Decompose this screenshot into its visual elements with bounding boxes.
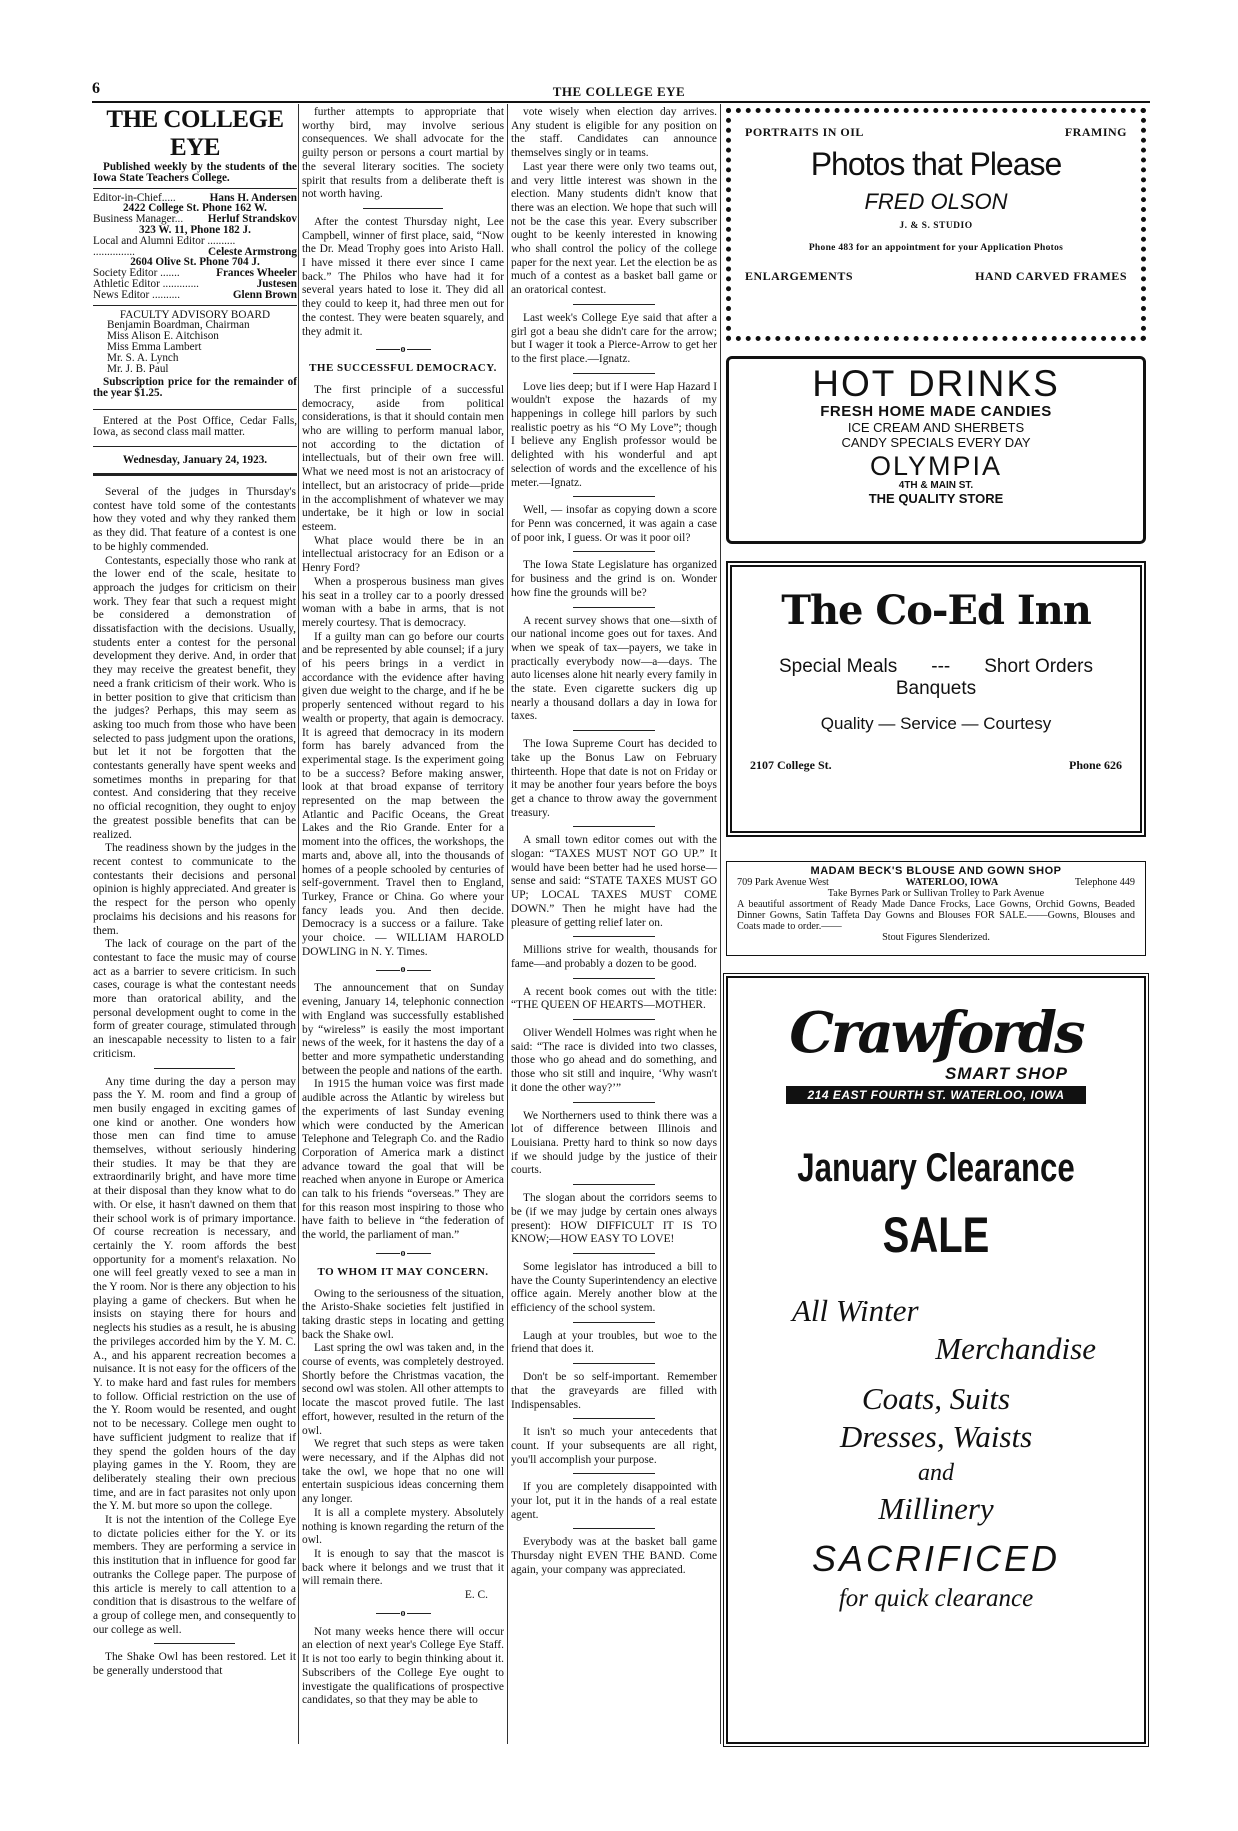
paragraph: Any time during the day a person may pass the Y. M. room and find a group of men busily engaged in exciting games of one kind or another. One wonders how those men can find time to amuse themselves, without seriously hindering their studies. It may be that they are extraordinarily bright, and have more time at their disposal than they know what to do with. Or else, it hasn't dawned on them that their school work is of primary importance. Of course recreation is necessary, and certainly the Y. room affords the best opportunity for a moment's relaxation. No one will feel greatly vexed to see a man in the Y room. Nor is there any objection to his playing a game of checkers. But when he insists on staying there for hours and neglects his studies as a result, he is abusing the privileges accorded him by the Y. M. C. A., and his apparent recreation becomes a nuisance. It is not easy for the officers of the Y. to make hard and fast rules for members to follow. Official restriction on the use of the Y. Room would be resented, and ought not to be necessary. College men ought to have sufficient judgment to realize that if they spend the golden hours of the day playing games in the Y. Room, they are deliberately stealing their own precious time, and are in fact parasites not only upon the Y. M. but more so upon the college. <box>93 1075 296 1513</box>
ad-fred-olson-photos <box>726 108 1146 341</box>
ad-text: FRESH HOME MADE CANDIES <box>820 403 1052 420</box>
paragraph: The Shake Owl has been restored. Let it be generally understood that <box>93 1651 296 1678</box>
ad-text: Phone 626 <box>1068 758 1122 772</box>
ad-text: Coats, Suits <box>861 1381 1011 1416</box>
staff-role: Society Editor ....... <box>93 267 180 280</box>
divider <box>573 607 655 608</box>
board-title: FACULTY ADVISORY BOARD <box>119 308 271 321</box>
logo-smart-shop: SMART SHOP <box>944 1064 1068 1083</box>
paragraph: Well, — insofar as copying down a score for Penn was concerned, it was again a case of poor ink, I guess. Or was it poor oil? <box>511 504 717 544</box>
issue-date: Wednesday, January 24, 1923. <box>122 453 268 466</box>
divider <box>573 1253 655 1254</box>
paragraph: The slogan about the corridors seems to be (if we may judge by certain ones always present): HOW DIFFICULT IT IS TO KNOW;—HOW EASY TO LOVE! <box>511 1192 717 1246</box>
board-member: Benjamin Boardman, Chairman <box>107 319 250 332</box>
staff-name: 2422 College St. Phone 162 W. <box>123 202 267 215</box>
divider <box>573 1102 655 1103</box>
ad-text: 709 Park Avenue West <box>737 877 829 888</box>
paragraph: Last year there were only two teams out, and very little interest was shown in the election. Many students didn't know that there was an election. We hope that such will not be the case this year. Every subscriber ought to be keenly interested in knowing who shall control the policy of the college paper for the next year. Let the election be as much of a contest as a basket ball game or an oratorical contest. <box>511 160 717 297</box>
column-3 <box>511 106 717 1578</box>
ad-text: and <box>918 1460 954 1486</box>
paragraph: The Iowa State Legislature has organized for business and the grind is on. Wonder how fine the grounds will be? <box>511 559 717 599</box>
staff-role: Editor-in-Chief..... <box>93 191 176 204</box>
ornament-divider <box>302 1609 504 1619</box>
divider <box>93 446 297 447</box>
paragraph: We regret that such steps as were taken were necessary, and if the Alphas did not take the owl, we hope that no one will entertain suspicious ideas concerning them any longer. <box>302 1438 504 1506</box>
paragraph: Several of the judges in Thursday's contest have told some of the contestants how they voted and why they ranked them as they did. That feature of a contest is one to be highly commended. <box>93 486 296 553</box>
divider <box>573 551 655 552</box>
ad-sale: SALE <box>882 1207 990 1263</box>
divider <box>573 1019 655 1020</box>
staff-entry <box>93 236 297 247</box>
divider <box>573 826 655 827</box>
divider <box>363 208 444 209</box>
ad-text: --- <box>931 656 951 677</box>
ad-text: THE QUALITY STORE <box>868 491 1004 506</box>
ad-name: OLYMPIA <box>869 451 1003 481</box>
divider <box>573 496 655 497</box>
ad-text: CANDY SPECIALS EVERY DAY <box>841 435 1031 450</box>
paragraph: The announcement that on Sunday evening, January 14, telephonic connection with England was successfully established by “wireless” is easily the most important news of the week, for it hastens the day of a better and more sympathetic understanding between the people and nations of the earth. <box>302 982 504 1077</box>
ad-text: Quality — Service — Courtesy <box>820 714 1052 733</box>
ad-text: WATERLOO, IOWA <box>905 877 999 888</box>
paragraph: If you are completely disappointed with your lot, put it in the hands of a real estate agent. <box>511 1481 717 1521</box>
subscription: Subscription price for the remainder of the year $1.25. <box>93 376 297 400</box>
ad-text: Dresses, Waists <box>839 1419 1033 1454</box>
paragraph: Contestants, especially those who rank at the lower end of the scale, hesitate to approach the judges for criticism on their work. They fear that such a request might be considered a demonstration of dissatisfaction with the decisions. Usually, students enter a contest for the personal development they derive. And, in order that they may receive the greatest benefit, they need a frank criticism of their work. Who is in better position to give that criticism than the judges? Perhaps, this may seem as asking too much from those who have been selected to pass judgment upon the orations, but let it not be forgotten that the contestants generally have spent weeks and sometimes months in preparing for that contest. And considering that they receive no official recognition, they ought to enjoy the greatest possible benefits that can be realized. <box>93 554 296 841</box>
paragraph: Everybody was at the basket ball game Thursday night EVEN THE BAND. Come again, your company was appreciated. <box>511 1536 717 1576</box>
ad-text: J. & S. STUDIO <box>899 221 973 231</box>
ad-name: FRED OLSON <box>864 189 1008 214</box>
divider <box>573 373 655 374</box>
paragraph: A small town editor comes out with the slogan: “TAXES MUST NOT GO UP.” It would have been better had he used horse—sense and said: “STATE TAXES MUST GO UP; LOCAL TAXES MUST COME DOWN.” Then he might have had the pleasure of getting relief later on. <box>511 834 717 929</box>
ad-headline: HOT DRINKS <box>812 363 1060 404</box>
masthead-title: THE COLLEGE EYE <box>106 106 284 161</box>
ad-headline: January Clearance <box>797 1146 1075 1190</box>
ad-text: Merchandise <box>935 1331 1096 1366</box>
divider <box>573 730 655 731</box>
divider <box>93 305 297 306</box>
divider <box>573 1363 655 1364</box>
staff-entry <box>93 290 297 301</box>
ad-text: PORTRAITS IN OIL <box>745 125 864 139</box>
column-1 <box>93 486 296 1679</box>
ad-crawfords <box>726 976 1146 1744</box>
article-heading: THE SUCCESSFUL DEMOCRACY. <box>309 362 497 375</box>
board-member: Miss Alison E. Aitchison <box>107 330 219 343</box>
staff-name: 323 W. 11, Phone 182 J. <box>139 223 251 236</box>
column-2 <box>302 106 504 1708</box>
ad-text: ICE CREAM AND SHERBETS <box>847 420 1025 435</box>
ad-text: ENLARGEMENTS <box>745 269 854 283</box>
paragraph: Laugh at your troubles, but woe to the friend that does it. <box>511 1329 717 1356</box>
paragraph: further attempts to appropriate that worthy bird, may involve serious consequences. We shall advocate for the guilty person or persons a court martial by the several literary socities. The society spirit that results from a deliberate theft is not worth having. <box>302 106 504 201</box>
divider <box>573 1322 655 1323</box>
paragraph: The first principle of a successful democracy, aside from political considerations, is that it should contain men who are willing to perform manual labor, not according to the dictation of intellectuals, but of their own free will. What we need most is not an aristocracy of intellect, but an aristocracy of pride—pride in the accomplishment of whatever we may undertake, be it high or low in social esteem. <box>302 383 504 533</box>
divider <box>573 1473 655 1474</box>
paragraph: Oliver Wendell Holmes was right when he said: “The race is divided into two classes, those who go ahead and do something, and those who sit still and inquire, ‘Why wasn't it done the other way?’” <box>511 1027 717 1094</box>
board-member: Miss Emma Lambert <box>107 340 202 353</box>
ad-text: HAND CARVED FRAMES <box>975 269 1127 283</box>
ad-text: Special Meals <box>778 656 898 677</box>
ornament-divider <box>302 345 504 355</box>
board-list <box>93 320 297 374</box>
paragraph: It is not the intention of the College Eye to dictate policies either for the Y. or its members. They are performing a service in this institution that in influence for good far outranks the College paper. The purpose of this article is merely to call attention to a condition that is disastrous to the welfare of a group of college men, and consequently to our college as well. <box>93 1514 296 1636</box>
ad-text: SACRIFICED <box>811 1538 1061 1579</box>
postal-notice: Entered at the Post Office, Cedar Falls, Iowa, as second class mail matter. <box>93 414 297 438</box>
divider <box>573 304 655 305</box>
ad-text: Stout Figures Slenderized. <box>882 932 990 943</box>
divider <box>573 936 655 937</box>
column-divider <box>298 104 299 1744</box>
board-member: Mr. S. A. Lynch <box>107 351 179 364</box>
paragraph: Owing to the seriousness of the situation, the Aristo-Shake societies felt justified in taking drastic steps in locating and getting back the Shake owl. <box>302 1287 504 1341</box>
staff-name: Glenn Brown <box>232 288 297 301</box>
ad-text: Phone 483 for an appointment for your Application Photos <box>808 243 1064 253</box>
divider <box>573 978 655 979</box>
ad-text: Millinery <box>878 1491 994 1526</box>
ad-madam-beck <box>726 861 1146 956</box>
staff-name: Frances Wheeler <box>216 267 297 280</box>
article-heading: TO WHOM IT MAY CONCERN. <box>317 1265 489 1278</box>
ornament: o <box>400 344 406 356</box>
paragraph: Last spring the owl was taken and, in the course of events, was completely destroyed. Shortly before the Christmas vacation, the second owl was stolen. All other attempts to locate the mascot proved futile. The last effort, however, resulted in the return of the owl. <box>302 1342 504 1437</box>
page-number: 6 <box>92 80 100 97</box>
paragraph: The readiness shown by the judges in the recent contest to communicate to the contestants their decisions and personal opinion is highly appreciated. And greater is the respect for the person who openly proclaims his decisions and his reasons for them. <box>93 842 296 937</box>
staff-name: Hans H. Andersen <box>209 191 297 204</box>
ad-text: for quick clearance <box>838 1585 1034 1612</box>
divider <box>93 473 297 476</box>
ornament: o <box>400 964 406 976</box>
paragraph: What place would there be in an intellectual aristocracy for an Edison or a Henry Ford? <box>302 534 504 575</box>
ad-text: Telephone 449 <box>1074 877 1135 888</box>
paragraph: It isn't so much your antecedents that count. If your subsequents are all right, you'll accomplish your purpose. <box>511 1426 717 1466</box>
divider <box>154 1643 235 1644</box>
signature: E. C. <box>464 1589 488 1602</box>
logo-address: 214 EAST FOURTH ST. WATERLOO, IOWA <box>786 1086 1086 1104</box>
paragraph: It is all a complete mystery. Absolutely nothing is known regarding the return of the owl. <box>302 1506 504 1547</box>
ad-text: FRAMING <box>1064 125 1127 139</box>
ad-text: 4TH & MAIN ST. <box>898 480 974 491</box>
paragraph: A recent book comes out with the title: “THE QUEEN OF HEARTS—MOTHER. <box>511 985 717 1012</box>
staff-name: Herluf Strandskov <box>207 213 297 226</box>
divider <box>154 1068 235 1069</box>
divider <box>93 188 297 189</box>
ad-text: 2107 College St. <box>750 758 832 772</box>
paragraph: It is enough to say that the mascot is back where it belongs and we trust that it will remain there. <box>302 1547 504 1588</box>
staff-name: 2604 Olive St. Phone 704 J. <box>130 256 260 269</box>
staff-name: Celeste Armstrong <box>208 245 297 258</box>
ad-olympia <box>726 356 1146 544</box>
divider <box>93 409 297 410</box>
ad-name: The Co-Ed Inn <box>781 587 1091 634</box>
paragraph: vote wisely when election day arrives. Any student is eligible for any position on the staff. Candidates can announce themselves singly or in teams. <box>511 106 717 160</box>
paragraph: Some legislator has introduced a bill to have the County Superintendency an elective office again. Merely another blow at the efficiency of the school system. <box>511 1260 717 1315</box>
ornament: o <box>400 1247 406 1259</box>
masthead <box>93 106 297 480</box>
paragraph: We Northerners used to think there was a lot of difference between Illinois and Louisiana. Pretty hard to think so now days if we should judge by the justice of their courts. <box>511 1109 717 1177</box>
staff-role: Athletic Editor ............. <box>93 277 199 290</box>
staff-role: ............... <box>93 245 135 258</box>
ad-text: A beautiful assortment of Ready Made Dance Frocks, Lace Gowns, Orchid Gowns, Beaded Dinner Gowns, Satin Taffeta Day Gowns and Blouses FOR SALE.——Gowns, Blouses and Coats made to order.—— <box>737 899 1135 932</box>
ad-text: Short Orders <box>984 656 1094 677</box>
ad-headline: MADAM BECK'S BLOUSE AND GOWN SHOP <box>810 865 1062 877</box>
header-rule <box>92 101 1150 103</box>
paragraph: The Iowa Supreme Court has decided to take up the Bonus Law on February thirteenth. Hope that date is not on Friday or it may be another four years before the boys get a chance to throw away the government treasury. <box>511 738 717 819</box>
paragraph: Last week's College Eye said that after a girl got a beau she didn't care for the arrow; but I wager it took a Pierce-Arrow to get her to the first place.—Ignatz. <box>511 311 717 365</box>
paragraph: In 1915 the human voice was first made audible across the Atlantic by wireless but the experiments of last Sunday evening which were conducted by the American Telephone and Telegraph Co. and the Radio Corporation of America mark a distinct advance toward the goal that will be reached when anyone in Europe or America can talk to his friends “overseas.” They are for this reason most inspiring to those who have faith to believe in “the federation of the world, the parliament of man.” <box>302 1078 504 1242</box>
paragraph: When a prosperous business man gives his seat in a trolley car to a poorly dressed woman with a babe in arms, that is not merely courtesy. That is democracy. <box>302 575 504 629</box>
paragraph: A recent survey shows that one—sixth of our national income goes out for taxes. And when we speak of tax—payers, we take in practically everybody now—a—days. The auto licenses alone hit nearly every family in the state. Even cigarette suckers dig up nearly a thousand dollars a day in Iowa for taxes. <box>511 614 717 723</box>
running-head: THE COLLEGE EYE <box>552 84 686 99</box>
paragraph: Don't be so self-important. Remember that the graveyards are filled with Indispensables. <box>511 1371 717 1411</box>
ornament-divider <box>302 1249 504 1259</box>
divider <box>573 1184 655 1185</box>
paragraph: The lack of courage on the part of the contestant to face the music may of course act as a barrier to severe criticism. In such cases, courage is what the contestant needs more than oratorical ability, and the personal development ought to come in the form of greater courage, stimulated through an inescapable necessity to listen to a fair criticism. <box>93 938 296 1060</box>
paragraph: Not many weeks hence there will occur an election of next year's College Eye Staff. It is not too early to begin thinking about it. Subscribers of the College Eye ought to investigate the qualifications of prospective candidates, so that they may be able to <box>302 1625 504 1707</box>
staff-role: Local and Alumni Editor .......... <box>93 234 236 247</box>
divider <box>573 1528 655 1529</box>
staff-role: Business Manager... <box>93 213 184 226</box>
column-divider <box>507 104 508 1744</box>
board-member: Mr. J. B. Paul <box>107 362 169 375</box>
logo-script: Crawfords <box>789 1000 1083 1066</box>
paragraph: Love lies deep; but if I were Hap Hazard I wouldn't expose the hazards of my happenings in college hill parlors by such realistic poetry as his “O My Love”; though I believe any English professor would be delighted with his wonderful and apt selection of words and the excellence of his meter.—Ignatz. <box>511 380 717 489</box>
crawfords-logo <box>786 1002 1086 1104</box>
paragraph: If a guilty man can go before our courts and be represented by able counsel; if a jury of his peers brings in a verdict in accordance with the evidence after having given due weight to the charge, and if he be properly sentenced without regard to his wealth or property, that again is democracy. It is agreed that democracy in its modern form has barely advanced from the experimental stage. Is the experiment going to be a success? Before making answer, look at that broad expanse of territory represented on the map between the Atlantic and Pacific Oceans, the Great Lakes and the Rio Grande. Enter for a moment into the offices, the workshops, the marts and, above all, into the thousands of homes of a people schooled by centuries of self-government. Travel then to England, Turkey, France or China. Go where your fancy leads you. And then decide. Democracy is a success or a failure. Take your choice. — WILLIAM HAROLD DOWLING in N. Y. Times. <box>302 630 504 958</box>
paragraph: After the contest Thursday night, Lee Campbell, winner of first place, said, “Now the Dr. Mead Trophy goes into Aristo Hall. I have missed it there ever since I came back.” The Philos who have had it for several years hated to lose it. They did all they could to keep it, had three men out for the contest. They were beaten squarely, and they admit it. <box>302 215 504 338</box>
staff-name: Justesen <box>256 277 297 290</box>
staff-role: News Editor .......... <box>93 288 181 301</box>
paragraph: Millions strive for wealth, thousands for fame—and probably a dozen to be good. <box>511 944 717 970</box>
ad-text: Banquets <box>895 678 977 699</box>
ornament: o <box>400 1607 406 1619</box>
ad-text: All Winter <box>792 1293 919 1328</box>
divider <box>573 1418 655 1419</box>
ad-headline: Photos that Please <box>810 146 1062 182</box>
column-divider <box>720 104 721 1744</box>
ad-co-ed-inn <box>726 561 1146 837</box>
ornament-divider <box>302 965 504 975</box>
ad-text: Take Byrnes Park or Sullivan Trolley to Park Avenue <box>827 888 1045 899</box>
masthead-tagline: Published weekly by the students of the Iowa State Teachers College. <box>93 161 297 184</box>
staff-list <box>93 193 297 301</box>
